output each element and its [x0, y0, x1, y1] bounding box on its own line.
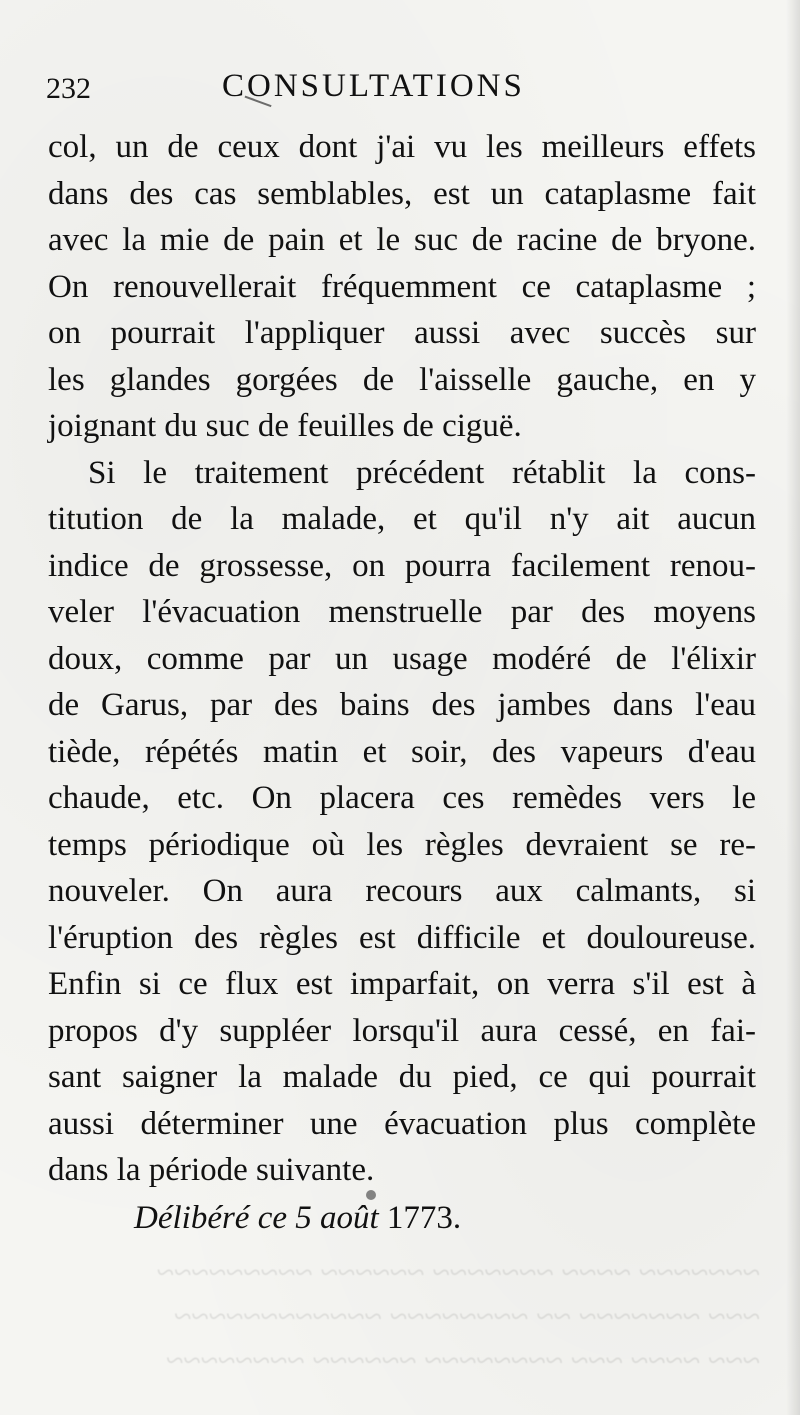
text-line: aussi déterminer une évacuation plus complète: [48, 1105, 756, 1142]
text-line: propos d'y suppléer lorsqu'il aura cessé, en fai-: [48, 1012, 756, 1049]
page-number: 232: [46, 72, 91, 105]
closing-phrase: Délibéré ce 5 août: [134, 1200, 379, 1236]
text-line: chaude, etc. On placera ces remèdes vers le: [48, 780, 756, 816]
closing-line: [134, 1200, 461, 1237]
text-line: joignant du suc de feuilles de ciguë.: [48, 408, 522, 444]
text-line: Enfin si ce flux est imparfait, on verra s'il est à: [48, 966, 756, 1002]
text-line: col, un de ceux dont j'ai vu les meilleurs effets: [48, 129, 756, 165]
paragraph-start-line: Si le traitement précédent rétablit la cons-: [88, 454, 756, 491]
text-line: l'éruption des règles est difficile et douloureuse.: [48, 919, 756, 956]
text-line: avec la mie de pain et le suc de racine de bryone.: [48, 222, 756, 258]
text-line: temps périodique où les règles devraient se re-: [48, 826, 756, 863]
body-text: [48, 124, 756, 1194]
text-line: sant saigner la malade du pied, ce qui pourrait: [48, 1059, 756, 1095]
text-line: nouveler. On aura recours aux calmants, si: [48, 873, 756, 909]
text-line: titution de la malade, et qu'il n'y ait aucun: [48, 501, 756, 537]
text-line: indice de grossesse, on pourra facilement renou-: [48, 547, 756, 584]
text-line: de Garus, par des bains des jambes dans l'eau: [48, 687, 756, 723]
text-line: dans la période suivante.: [48, 1152, 375, 1188]
text-line: les glandes gorgées de l'aisselle gauche, en y: [48, 361, 756, 398]
text-line: on pourrait l'appliquer aussi avec succès sur: [48, 315, 756, 351]
ink-spot: [366, 1190, 376, 1200]
text-line: doux, comme par un usage modéré de l'élixir: [48, 640, 756, 677]
page-header: [46, 66, 756, 114]
running-head: CONSULTATIONS: [222, 68, 525, 104]
text-line: veler l'évacuation menstruelle par des moyens: [48, 594, 756, 630]
text-line: dans des cas semblables, est un cataplasme fait: [48, 175, 756, 212]
show-through-text: ~~~~~~~ ~~~~ ~~~~~~~ ~~~~~~ ~~~~~~~~~ ~~~ ~~~~~~~ ~~ ~~~~~~~~ ~~~~~~~~~~~~ ~~~ ~~~~ ~~~ ~~~~~~~~ ~~~~~~ ~~~~~~~~: [156, 1254, 760, 1378]
closing-year: 1773.: [386, 1200, 462, 1236]
text-line: On renouvellerait fréquemment ce cataplasme ;: [48, 268, 756, 305]
text-line: tiède, répétés matin et soir, des vapeurs d'eau: [48, 733, 756, 770]
